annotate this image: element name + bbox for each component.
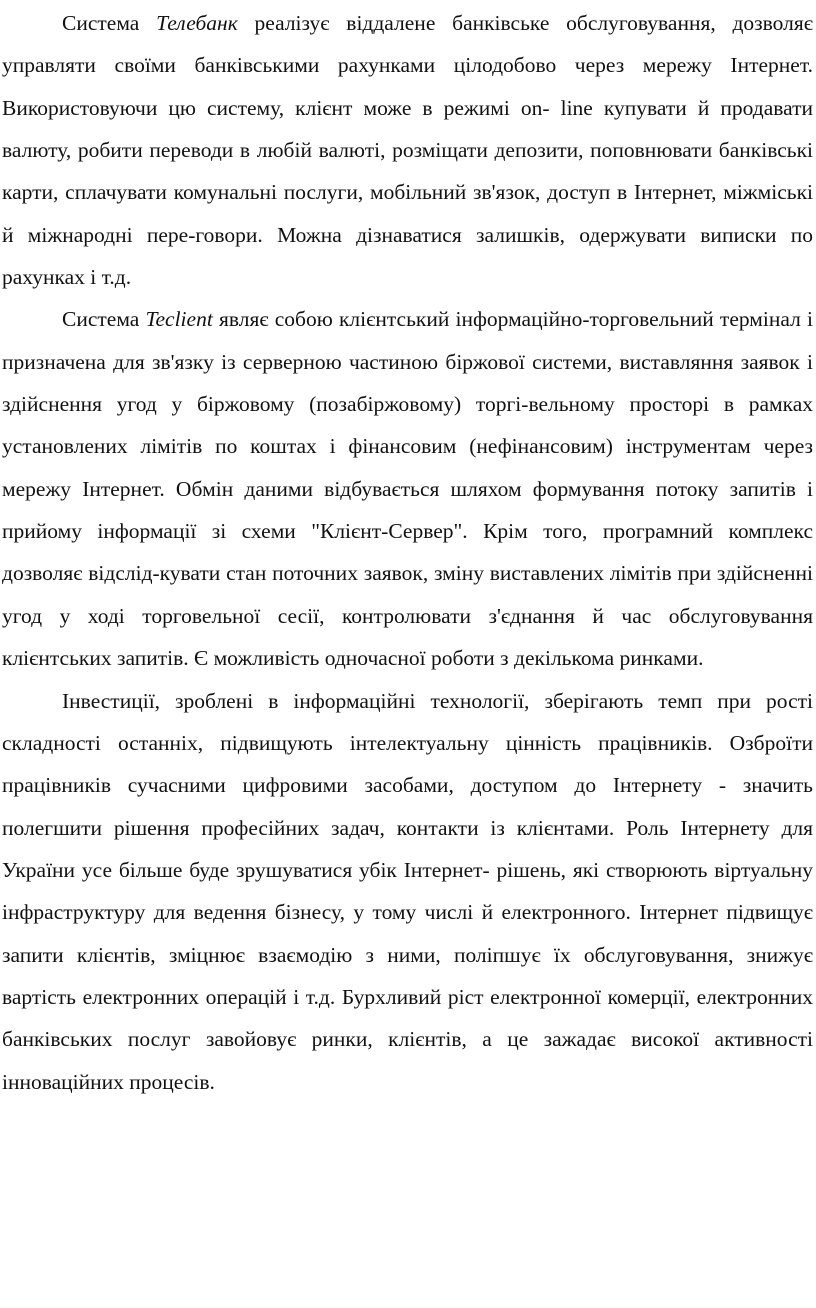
text-span: являє собою клієнтський інформаційно-торговельний термінал і призначена для зв'язку із серверною частиною біржової системи, виставляння заявок і здійснення угод у біржовому (позабіржовому) торгі-вельному просторі в рамках установлених лімітів по коштах і фінансовим (нефінансовим) інструментам через мережу Інтернет. Обмін даними відбувається шляхом формування потоку запитів і прийому інформації зі схеми "Клієнт-Сервер". Крім того, програмний комплекс дозволяє відслід-кувати стан поточних заявок, зміну виставлених лімітів при здійсненні угод у ході торговельної сесії, контролювати з'єднання й час обслуговування клієнтських запитів. Є можливість одночасної роботи з декількома ринками.: [2, 307, 813, 671]
text-span: Інвестиції, зроблені в інформаційні технології, зберігають темп при рості складності останніх, підвищують інтелектуальну цінність працівників. Озброїти працівників сучасними цифровими засобами, доступом до Інтернету - значить полегшити рішення професійних задач, контакти із клієнтами. Роль Інтернету для України усе більше буде зрушуватися убік Інтернет- рішень, які створюють віртуальну інфраструктуру для ведення бізнесу, у тому числі й електронного. Інтернет підвищує запити клієнтів, зміцнює взаємодію з ними, поліпшує їх обслуговування, знижує вартість електронних операцій і т.д. Бурхливий ріст електронної комерції, електронних банківських послуг завойовує ринки, клієнтів, а це зажадає високої активності інноваційних процесів.: [2, 688, 813, 1094]
italic-term-teclient: Tecliеnt: [145, 307, 213, 332]
paragraph-teclient: [2, 298, 813, 679]
text-span: Система: [62, 307, 146, 332]
document-body: [2, 2, 813, 1103]
paragraph-investments: [2, 680, 813, 1103]
italic-term-telebank: Телебанк: [156, 11, 238, 35]
text-span: Система: [62, 11, 157, 35]
paragraph-telebank: [2, 2, 813, 298]
text-span: реалізує віддалене банківське обслуговування, дозволяє управляти своїми банківськими рахунками цілодобово через мережу Інтернет. Використовуючи цю систему, клієнт може в режимі on- line купувати й продавати валюту, робити переводи в любій валюті, розміщати депозити, поповнювати банківські карти, сплачувати комунальні послуги, мобільний зв'язок, доступ в Інтернет, міжміські й міжнародні пере-говори. Можна дізнаватися залишків, одержувати виписки по рахунках і т.д.: [2, 11, 813, 290]
